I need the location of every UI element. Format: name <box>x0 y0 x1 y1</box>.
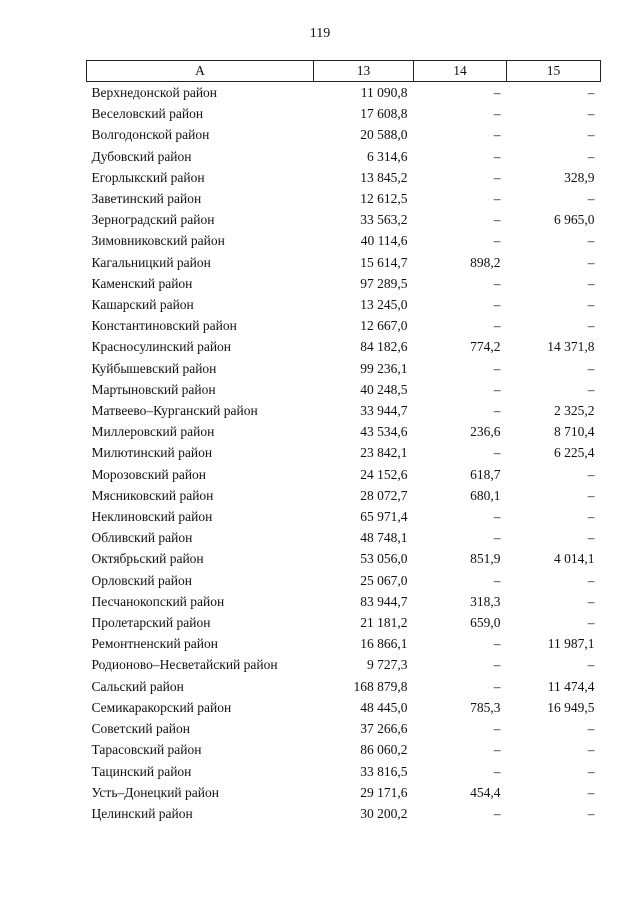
value-14-cell: – <box>493 106 501 122</box>
table-row <box>87 358 601 379</box>
value-15-cell: 6 965,0 <box>554 212 595 228</box>
district-name-cell: Матвеево–Курганский район <box>91 403 258 419</box>
district-name-cell: Морозовский район <box>91 466 207 482</box>
value-14-cell: – <box>493 85 501 100</box>
value-14-cell: 774,2 <box>470 339 501 355</box>
district-name-cell: Сальский район <box>91 678 184 694</box>
table-row <box>87 379 601 400</box>
value-14-cell: – <box>493 636 501 652</box>
district-name-cell: Орловский район <box>91 572 192 588</box>
table-row <box>87 697 601 718</box>
value-13-cell: 33 944,7 <box>360 403 408 419</box>
value-15-cell: – <box>587 148 595 164</box>
value-14-cell: – <box>493 169 501 185</box>
value-14-cell: 898,2 <box>470 254 501 270</box>
table-row <box>87 739 601 760</box>
value-14-cell: – <box>493 721 501 737</box>
district-name-cell: Ремонтненский район <box>91 636 218 652</box>
value-13-cell: 86 060,2 <box>360 742 408 758</box>
value-13-cell: 48 445,0 <box>360 699 408 715</box>
table-row <box>87 442 601 463</box>
value-14-cell: – <box>493 127 501 143</box>
district-name-cell: Дубовский район <box>91 148 192 164</box>
district-name-cell: Мясниковский район <box>91 487 214 503</box>
value-15-cell: – <box>587 106 595 122</box>
table-row <box>87 527 601 548</box>
value-13-cell: 24 152,6 <box>360 466 408 482</box>
value-14-cell: – <box>493 742 501 758</box>
value-14-cell: – <box>493 233 501 249</box>
value-15-cell: 4 014,1 <box>554 551 595 567</box>
district-name-cell: Октябрьский район <box>91 551 204 567</box>
district-name-cell: Усть–Донецкий район <box>91 784 219 800</box>
district-name-cell: Милютинский район <box>91 445 213 461</box>
value-13-cell: 43 534,6 <box>360 424 408 440</box>
value-15-cell: 8 710,4 <box>554 424 595 440</box>
value-15-cell: – <box>587 254 595 270</box>
value-13-cell: 11 090,8 <box>360 85 408 100</box>
value-14-cell: – <box>493 763 501 779</box>
table-row <box>87 315 601 336</box>
value-13-cell: 99 236,1 <box>360 360 408 376</box>
value-15-cell: – <box>587 530 595 546</box>
value-14-cell: – <box>493 403 501 419</box>
table-row <box>87 230 601 251</box>
table-row <box>87 506 601 527</box>
table-row <box>87 421 601 442</box>
table-row <box>87 400 601 421</box>
value-14-cell: – <box>493 212 501 228</box>
table-row <box>87 633 601 654</box>
value-14-cell: 851,9 <box>470 551 501 567</box>
district-name-cell: Неклиновский район <box>91 509 213 525</box>
value-15-cell: – <box>587 360 595 376</box>
district-name-cell: Зерноградский район <box>91 212 215 228</box>
district-name-cell: Миллеровский район <box>91 424 215 440</box>
district-name-cell: Веселовский район <box>91 106 204 122</box>
value-15-cell: – <box>587 233 595 249</box>
table-row <box>87 485 601 506</box>
table-row <box>87 209 601 230</box>
value-13-cell: 168 879,8 <box>353 678 408 694</box>
value-14-cell: – <box>493 360 501 376</box>
value-14-cell: – <box>493 148 501 164</box>
district-name-cell: Тарасовский район <box>91 742 202 758</box>
district-name-cell: Кашарский район <box>91 297 194 313</box>
value-15-cell: – <box>587 763 595 779</box>
value-14-cell: – <box>493 657 501 673</box>
table-body <box>87 82 601 825</box>
value-13-cell: 6 314,6 <box>367 148 408 164</box>
district-name-cell: Советский район <box>91 721 190 737</box>
table-row <box>87 336 601 357</box>
value-13-cell: 28 072,7 <box>360 487 408 503</box>
table-row <box>87 294 601 315</box>
value-15-cell: 11 987,1 <box>547 636 595 652</box>
district-name-cell: Заветинский район <box>91 191 202 207</box>
district-name-cell: Верхнедонской район <box>91 85 218 100</box>
value-14-cell: 454,4 <box>470 784 501 800</box>
value-15-cell: – <box>587 742 595 758</box>
value-13-cell: 15 614,7 <box>360 254 408 270</box>
value-15-cell: – <box>587 466 595 482</box>
district-name-cell: Егорлыкский район <box>91 169 205 185</box>
value-15-cell: – <box>587 275 595 291</box>
header-cell-15: 15 <box>507 61 601 82</box>
value-15-cell: – <box>587 805 595 821</box>
value-14-cell: – <box>493 275 501 291</box>
value-15-cell: 11 474,4 <box>547 678 595 694</box>
value-15-cell: – <box>587 191 595 207</box>
table-row <box>87 124 601 145</box>
table-row <box>87 167 601 188</box>
value-13-cell: 25 067,0 <box>360 572 408 588</box>
value-13-cell: 29 171,6 <box>360 784 408 800</box>
value-14-cell: – <box>493 445 501 461</box>
district-name-cell: Родионово–Несветайский район <box>91 657 278 673</box>
district-name-cell: Тацинский район <box>91 763 192 779</box>
table-row <box>87 654 601 675</box>
value-13-cell: 33 563,2 <box>360 212 408 228</box>
district-name-cell: Семикаракорский район <box>91 699 232 715</box>
table-row <box>87 570 601 591</box>
value-14-cell: – <box>493 805 501 821</box>
table-row <box>87 82 601 104</box>
value-14-cell: 618,7 <box>470 466 501 482</box>
table-row <box>87 548 601 569</box>
table-row <box>87 612 601 633</box>
value-13-cell: 97 289,5 <box>360 275 408 291</box>
table-row <box>87 782 601 803</box>
value-15-cell: – <box>587 85 595 100</box>
value-13-cell: 9 727,3 <box>367 657 408 673</box>
district-name-cell: Кагальницкий район <box>91 254 211 270</box>
value-15-cell: – <box>587 657 595 673</box>
district-name-cell: Обливский район <box>91 530 193 546</box>
value-15-cell: – <box>587 784 595 800</box>
value-13-cell: 40 248,5 <box>360 381 408 397</box>
value-13-cell: 37 266,6 <box>360 721 408 737</box>
value-15-cell: – <box>587 318 595 334</box>
value-13-cell: 16 866,1 <box>360 636 408 652</box>
value-13-cell: 84 182,6 <box>360 339 408 355</box>
value-14-cell: – <box>493 530 501 546</box>
value-15-cell: – <box>587 615 595 631</box>
value-15-cell: 14 371,8 <box>547 339 595 355</box>
value-15-cell: 6 225,4 <box>554 445 595 461</box>
value-15-cell: – <box>587 721 595 737</box>
table-row <box>87 803 601 824</box>
table-row <box>87 676 601 697</box>
value-14-cell: 680,1 <box>470 487 501 503</box>
value-14-cell: 659,0 <box>470 615 501 631</box>
value-15-cell: – <box>587 487 595 503</box>
district-name-cell: Пролетарский район <box>91 615 211 631</box>
value-13-cell: 65 971,4 <box>360 509 408 525</box>
district-name-cell: Мартыновский район <box>91 381 216 397</box>
value-14-cell: – <box>493 509 501 525</box>
table-row <box>87 188 601 209</box>
value-15-cell: 16 949,5 <box>547 699 595 715</box>
table-row <box>87 146 601 167</box>
value-15-cell: – <box>587 127 595 143</box>
district-name-cell: Целинский район <box>91 805 193 821</box>
table-row <box>87 718 601 739</box>
district-name-cell: Константиновский район <box>91 318 237 334</box>
value-14-cell: – <box>493 381 501 397</box>
header-cell-14: 14 <box>414 61 507 82</box>
table-row <box>87 464 601 485</box>
header-cell-a: А <box>87 61 314 82</box>
table-row <box>87 591 601 612</box>
value-14-cell: – <box>493 678 501 694</box>
value-13-cell: 30 200,2 <box>360 805 408 821</box>
header-cell-13: 13 <box>314 61 414 82</box>
district-name-cell: Зимовниковский район <box>91 233 225 249</box>
value-14-cell: – <box>493 318 501 334</box>
value-13-cell: 23 842,1 <box>360 445 408 461</box>
district-name-cell: Куйбышевский район <box>91 360 217 376</box>
district-name-cell: Песчанокопский район <box>91 593 225 609</box>
value-13-cell: 33 816,5 <box>360 763 408 779</box>
value-14-cell: 236,6 <box>470 424 501 440</box>
value-15-cell: – <box>587 572 595 588</box>
value-13-cell: 13 845,2 <box>360 169 408 185</box>
value-13-cell: 53 056,0 <box>360 551 408 567</box>
value-15-cell: – <box>587 509 595 525</box>
value-14-cell: – <box>493 572 501 588</box>
table-row <box>87 103 601 124</box>
value-13-cell: 21 181,2 <box>360 615 408 631</box>
value-13-cell: 12 612,5 <box>360 191 408 207</box>
value-14-cell: 785,3 <box>470 699 501 715</box>
value-13-cell: 13 245,0 <box>360 297 408 313</box>
value-15-cell: 2 325,2 <box>554 403 595 419</box>
value-13-cell: 48 748,1 <box>360 530 408 546</box>
value-14-cell: – <box>493 191 501 207</box>
value-13-cell: 83 944,7 <box>360 593 408 609</box>
district-name-cell: Каменский район <box>91 275 193 291</box>
district-name-cell: Красносулинский район <box>91 339 232 355</box>
table-row <box>87 761 601 782</box>
value-13-cell: 12 667,0 <box>360 318 408 334</box>
value-15-cell: – <box>587 593 595 609</box>
district-name-cell: Волгодонской район <box>91 127 210 143</box>
value-13-cell: 17 608,8 <box>360 106 408 122</box>
value-13-cell: 40 114,6 <box>360 233 408 249</box>
data-table <box>86 60 601 824</box>
header-row <box>87 61 601 82</box>
table-row <box>87 252 601 273</box>
value-14-cell: 318,3 <box>470 593 501 609</box>
page-number: 119 <box>309 26 331 41</box>
table-row <box>87 273 601 294</box>
value-15-cell: – <box>587 381 595 397</box>
value-13-cell: 20 588,0 <box>360 127 408 143</box>
value-14-cell: – <box>493 297 501 313</box>
value-15-cell: – <box>587 297 595 313</box>
value-15-cell: 328,9 <box>564 169 595 185</box>
